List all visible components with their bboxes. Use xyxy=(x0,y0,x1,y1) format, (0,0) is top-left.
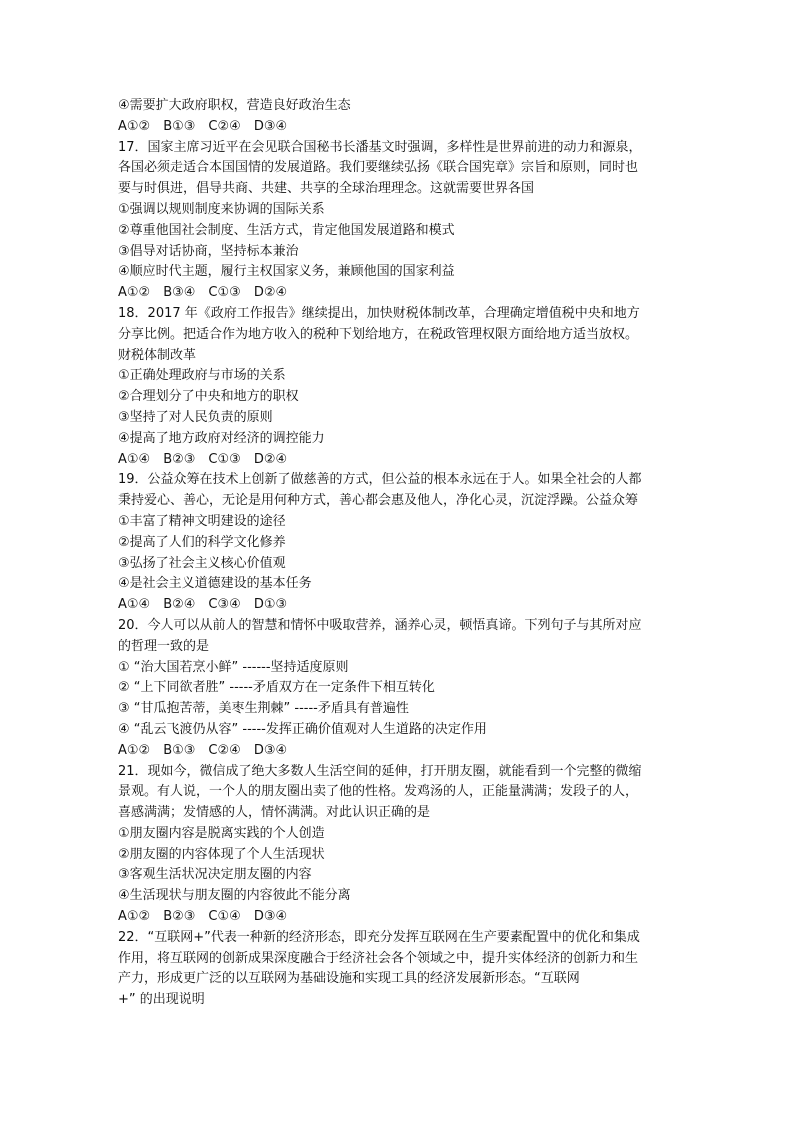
option-line: ② “上下同欲者胜” -----矛盾双方在一定条件下相互转化 xyxy=(118,680,435,696)
question-21-line: 喜感满满；发情感的人，情怀满满。对此认识正确的是 xyxy=(118,805,431,821)
option-line: ④生活现状与朋友圈的内容彼此不能分离 xyxy=(118,888,351,904)
question-18-line: 18．2017 年《政府工作报告》继续提出，加快财税体制改革，合理确定增值税中央和地方 xyxy=(118,305,640,321)
option-line: ① “治大国若烹小鲜” ------坚持适度原则 xyxy=(118,659,349,675)
question-17-line: 17．国家主席习近平在会见联合国秘书长潘基文时强调，多样性是世界前进的动力和源泉， xyxy=(118,139,642,155)
question-20-line: 20．今人可以从前人的智慧和情怀中吸取营养，涵养心灵，顿悟真谛。下列句子与其所对应 xyxy=(118,617,642,633)
answer-options: A①② B③④ C①③ D②④ xyxy=(118,285,288,301)
option-line: ④顺应时代主题，履行主权国家义务，兼顾他国的国家利益 xyxy=(118,264,455,280)
option-line: ③ “甘瓜抱苦蒂，美枣生荆棘” -----矛盾具有普遍性 xyxy=(118,701,409,717)
question-17-line: 各国必须走适合本国国情的发展道路。我们要继续弘扬《联合国宪章》宗旨和原则，同时也 xyxy=(118,160,639,176)
option-line: ④是社会主义道德建设的基本任务 xyxy=(118,576,312,592)
answer-options: A①④ B②③ C①③ D②④ xyxy=(118,451,288,467)
option-line: ③客观生活状况决定朋友圈的内容 xyxy=(118,867,312,883)
option-line: ①朋友圈内容是脱离实践的个人创造 xyxy=(118,825,325,841)
option-line: ③弘扬了社会主义核心价值观 xyxy=(118,555,286,571)
option-line: ④ “乱云飞渡仍从容” -----发挥正确价值观对人生道路的决定作用 xyxy=(118,721,487,737)
question-20-line: 的哲理一致的是 xyxy=(118,638,210,654)
question-19-line: 19．公益众筹在技术上创新了做慈善的方式，但公益的根本永远在于人。如果全社会的人都 xyxy=(118,472,642,488)
answer-options: A①④ B②④ C③④ D①③ xyxy=(118,597,288,613)
document-page xyxy=(118,96,678,1011)
option-line: ③坚持了对人民负责的原则 xyxy=(118,409,273,425)
option-line: ①丰富了精神文明建设的途径 xyxy=(118,513,286,529)
text-line: ④需要扩大政府职权，营造良好政治生态 xyxy=(118,98,351,113)
option-line: ②合理划分了中央和地方的职权 xyxy=(118,389,299,405)
question-19-line: 秉持爱心、善心，无论是用何种方式，善心都会惠及他人，净化心灵，沉淀浮躁。公益众筹 xyxy=(118,493,639,509)
question-22-line: +” 的出现说明 xyxy=(118,992,205,1008)
answer-options: A①② B①③ C②④ D③④ xyxy=(118,118,288,134)
answer-options: A①② B①③ C②④ D③④ xyxy=(118,742,288,758)
option-line: ②尊重他国社会制度、生活方式，肯定他国发展道路和模式 xyxy=(118,222,455,238)
question-18-line: 财税体制改革 xyxy=(118,347,197,363)
option-line: ④提高了地方政府对经济的调控能力 xyxy=(118,430,325,446)
question-21-line: 景观。有人说，一个人的朋友圈出卖了他的性格。发鸡汤的人，正能量满满；发段子的人， xyxy=(118,784,639,800)
option-line: ①强调以规则制度来协调的国际关系 xyxy=(118,201,325,217)
answer-options: A①② B②③ C①④ D③④ xyxy=(118,909,288,925)
question-18-line: 分享比例。把适合作为地方收入的税种下划给地方，在税政管理权限方面给地方适当放权。 xyxy=(118,326,639,342)
option-line: ②朋友圈的内容体现了个人生活现状 xyxy=(118,846,325,862)
question-22-line: 产力，形成更广泛的以互联网为基础设施和实现工具的经济发展新形态。“互联网 xyxy=(118,971,580,987)
option-line: ①正确处理政府与市场的关系 xyxy=(118,368,286,384)
question-17-line: 要与时俱进，倡导共商、共建、共享的全球治理理念。这就需要世界各国 xyxy=(118,181,535,197)
question-22-line: 22．“互联网+”代表一种新的经济形态，即充分发挥互联网在生产要素配置中的优化和集成 xyxy=(118,929,640,945)
question-22-line: 作用，将互联网的创新成果深度融合于经济社会各个领域之中，提升实体经济的创新力和生 xyxy=(118,950,639,966)
question-21-line: 21．现如今，微信成了绝大多数人生活空间的延伸，打开朋友圈，就能看到一个完整的微缩 xyxy=(118,763,642,779)
option-line: ②提高了人们的科学文化修养 xyxy=(118,534,286,550)
option-line: ③倡导对话协商，坚持标本兼治 xyxy=(118,243,299,259)
